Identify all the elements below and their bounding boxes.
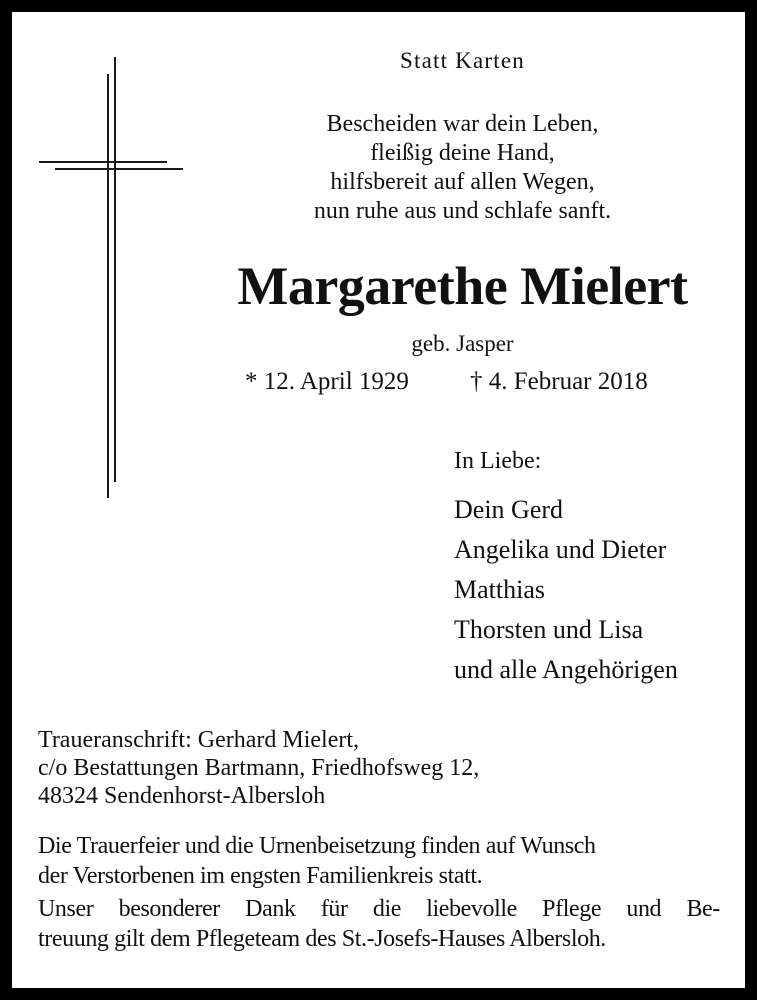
word: Pflege [542,896,602,922]
word: die [372,896,401,922]
cross-vertical-right [114,57,116,482]
mourner: Dein Gerd [454,495,564,524]
death-date: † 4. Februar 2018 [470,368,648,395]
cross-horizontal-lower [55,168,183,170]
in-love-label: In Liebe: [454,448,542,474]
maiden-name: geb. Jasper [411,331,514,356]
mourner: Thorsten und Lisa [454,615,644,644]
word: Unser [38,896,94,922]
mourners-list [454,490,678,690]
verse-line: Bescheiden war dein Leben, [326,111,599,137]
thanks-note-line-2: treuung gilt dem Pflegeteam des St.-Josefs-Hauses Albersloh. [38,926,606,952]
mourner: und alle Angehörigen [454,655,678,684]
thanks-note [38,894,720,954]
deceased-name: Margarethe Mielert [237,256,688,316]
cross-vertical-left [107,74,109,498]
funeral-note [38,831,720,891]
cross-horizontal-upper [39,161,167,163]
word: Dank [245,896,296,922]
funeral-note-line: der Verstorbenen im engsten Familienkreis statt. [38,863,483,889]
word: und [626,896,662,922]
verse-line: fleißig deine Hand, [370,140,555,166]
word: für [320,896,348,922]
verse [200,110,725,226]
address-line: c/o Bestattungen Bartmann, Friedhofsweg 12, [38,755,480,781]
address-line: Traueranschrift: Gerhard Mielert, [38,727,359,753]
verse-line: hilfsbereit auf allen Wegen, [330,169,595,195]
address-line: 48324 Sendenhorst-Albersloh [38,783,326,809]
word: Be- [686,896,720,922]
verse-line: nun ruhe aus und schlafe sanft. [313,198,612,224]
mourner: Angelika und Dieter [454,535,667,564]
thanks-note-line-1 [38,894,720,924]
word: liebevolle [426,896,517,922]
mourner: Matthias [454,575,545,604]
mourning-address [38,726,479,810]
funeral-note-line: Die Trauerfeier und die Urnenbeisetzung finden auf Wunsch [38,833,596,859]
birth-date: * 12. April 1929 [245,368,409,395]
word: besonderer [118,896,220,922]
header-statt-karten: Statt Karten [400,48,525,73]
